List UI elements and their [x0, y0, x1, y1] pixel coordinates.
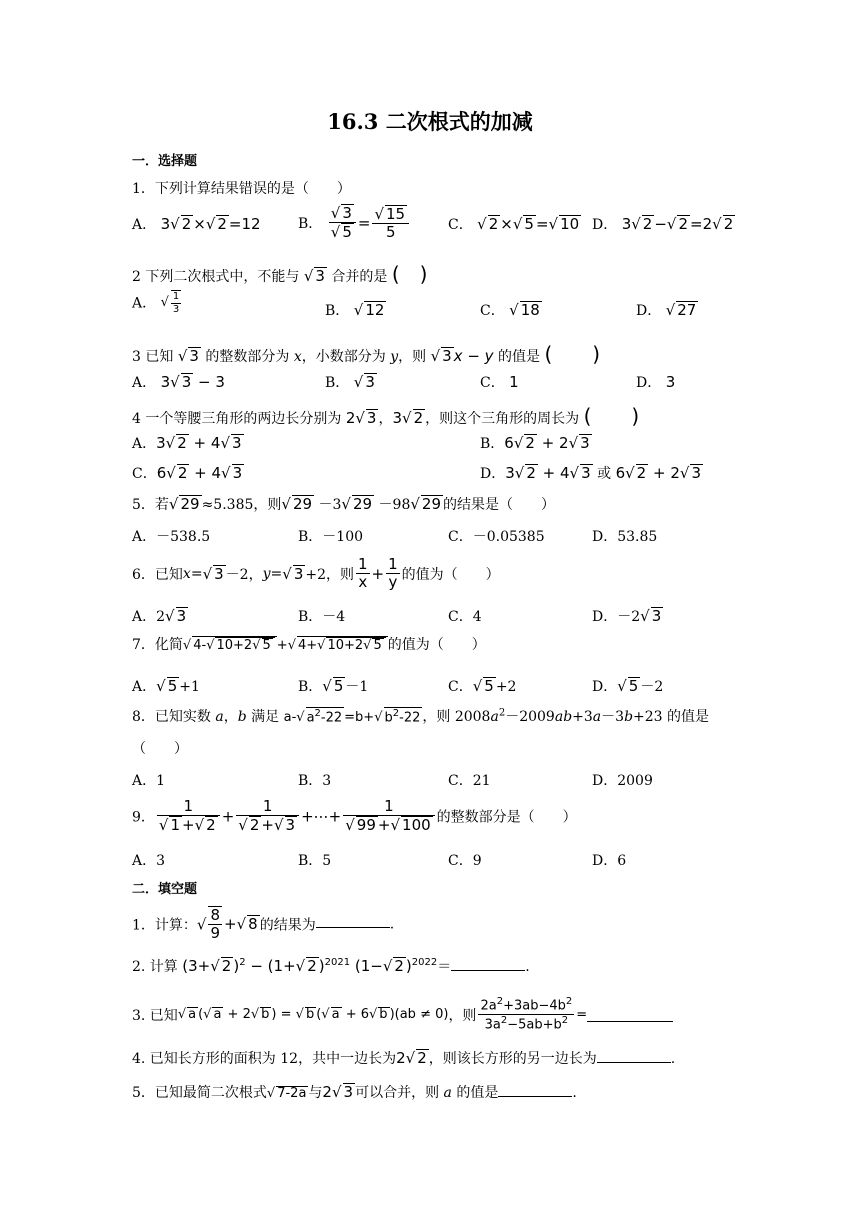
- f1-question: 1．计算：√ $\frac{8}{9}$ +√ 8 的结果为 .: [132, 906, 860, 943]
- f4-question: 4. 已知长方形的面积为 12，共中一边长为2√ 2 ，则该长方形的另一边长为 .: [132, 1048, 860, 1068]
- q9-stem: 9． 1 √ 1 +√ 2 + 1 √ 2 +√ 3 +⋯+ 1 √ 99 +√ 100 的整数部分是（ ）: [132, 798, 860, 835]
- q2-stem: 2 下列二次根式中，不能与 √ 3 合并的是 ( ): [132, 258, 860, 287]
- q6-option-d: D．－2√ 3: [592, 606, 663, 626]
- q5-option-c: C．－0.05385: [448, 529, 545, 545]
- q5-option-d: D．53.85: [592, 529, 658, 545]
- q8-option-a: A．1: [132, 773, 166, 789]
- section-choice-heading: 一．选择题: [132, 154, 198, 169]
- q6-option-b: B．－4: [298, 609, 346, 625]
- q3-option-b: B． √ 3: [325, 372, 377, 392]
- q5-option-a: A．－538.5: [132, 529, 211, 545]
- q2-option-b: B． √ 12: [325, 300, 386, 320]
- q4-option-d: D．3√ 2 + 4√ 3 或 6√ 2 + 2√ 3: [480, 463, 703, 483]
- q8-option-d: D．2009: [592, 773, 653, 789]
- q1-option-d: D． 3√ 2 −√ 2 =2√ 2: [592, 214, 735, 234]
- q9-option-a: A．3: [132, 853, 166, 869]
- page-title: 16.3 二次根式的加减: [327, 109, 533, 134]
- q3-option-d: D． 3: [636, 373, 676, 391]
- q6-option-c: C．4: [448, 609, 482, 625]
- q5-stem: 5．若√ 29 ≈5.385，则√ 29 －3√ 29 －98√ 29 的结果是（ ）: [132, 494, 860, 514]
- f2-answer-blank[interactable]: [451, 956, 525, 971]
- f2-question: 2. 计算 (3+√ 2 )$^2$ − (1+√ 2 )$^{2021}$ (1−√ 2 )$^{2022}$＝ .: [132, 956, 860, 976]
- q7-option-a: A．√ 5 +1: [132, 676, 200, 696]
- q4-option-b: B．6√ 2 + 2√ 3: [480, 433, 592, 453]
- q1-stem: 1．下列计算结果错误的是（ ）: [132, 181, 351, 197]
- f4-answer-blank[interactable]: [597, 1048, 671, 1063]
- q8-paren: （ ）: [132, 741, 188, 757]
- q4-option-c: C．6√ 2 + 4√ 3: [132, 463, 244, 483]
- q7-option-b: B．√ 5 －1: [298, 676, 368, 696]
- q1-option-c: C． √ 2 ×√ 5 =√ 10: [448, 214, 581, 234]
- q4-option-a: A．3√ 2 + 4√ 3: [132, 433, 244, 453]
- q8-option-b: B．3: [298, 773, 332, 789]
- q8-option-c: C．21: [448, 773, 491, 789]
- q9-option-d: D．6: [592, 853, 627, 869]
- f1-answer-blank[interactable]: [316, 913, 390, 928]
- q2-option-a: A． √ $\frac{1}{3}$: [132, 291, 180, 315]
- section-fill-heading: 二．填空题: [132, 882, 198, 897]
- q6-option-a: A．2√ 3: [132, 606, 188, 626]
- q1-option-a: A． 3√ 2 ×√ 2 =12: [132, 214, 261, 234]
- q4-stem: 4 一个等腰三角形的两边长分别为 2√ 3 ，3√ 2 ，则这个三角形的周长为 ( ): [132, 400, 860, 429]
- q2-option-c: C． √ 18: [480, 300, 542, 320]
- f3-question: 3. 已知√ a (√ a + 2√ b ) = √ b (√ a + 6√ b )(ab ≠ 0)，则 $\frac{2a^2+3ab-4b^2}{3a^2-5ab+b^2}$ =: [132, 996, 860, 1034]
- q7-option-c: C．√ 5 +2: [448, 676, 516, 696]
- f5-question: 5．已知最简二次根式√ 7-2a 与2√ 3 可以合并，则 a 的值是 .: [132, 1082, 860, 1102]
- q3-option-c: C． 1: [480, 373, 519, 391]
- q8-stem: 8．已知实数 a，b 满足 a-√ $a^2-22 =b+√$ $b^2-22$ ，则 $2008a^2-2009ab+3a-3b+23$ 的值是: [132, 706, 860, 726]
- f5-answer-blank[interactable]: [498, 1082, 572, 1097]
- q3-option-a: A． 3√ 3 − 3: [132, 372, 225, 392]
- q3-stem: 3 已知 √ 3 的整数部分为 x，小数部分为 y，则 √ 3 x − y 的值是 ( ): [132, 338, 860, 367]
- q5-option-b: B．－100: [298, 529, 364, 545]
- q9-option-c: C．9: [448, 853, 482, 869]
- q6-stem: 6．已知x=√ 3 －2，y=√ 3 +2，则 $\frac{1}{x}$ + $\frac{1}{y}$ 的值为（ ）: [132, 556, 860, 592]
- q1-option-b: B． √ 3 √ 5 = √ $\frac{15}{5}$: [298, 204, 411, 242]
- q7-stem: 7．化简√ 4-√ 10+2√ 5 +√ 4+√ 10+2√ 5 的值为（ ）: [132, 634, 860, 654]
- q9-option-b: B．5: [298, 853, 332, 869]
- f3-answer-blank[interactable]: [587, 1007, 673, 1022]
- q7-option-d: D．√ 5 －2: [592, 676, 663, 696]
- q2-option-d: D． √ 27: [636, 300, 698, 320]
